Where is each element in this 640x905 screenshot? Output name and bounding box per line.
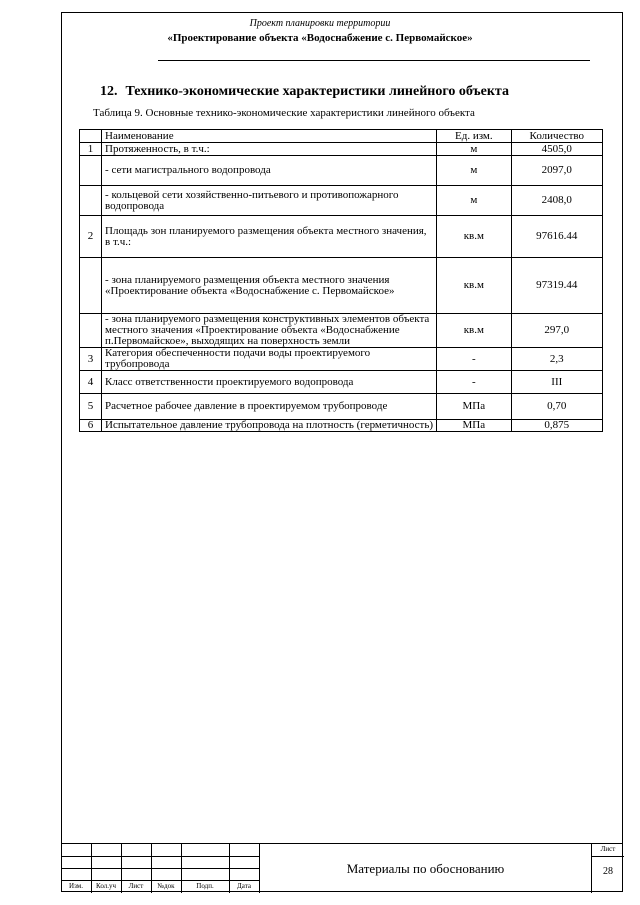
row-number: 4: [80, 371, 102, 394]
label-list: Лист: [128, 882, 144, 890]
table-row: [80, 371, 603, 394]
header-cell-quantity: Количество: [511, 130, 602, 143]
row-name: Расчетное рабочее давление в проектируемом трубопроводе: [102, 394, 437, 420]
table-row: [80, 186, 603, 216]
row-unit: кв.м: [437, 314, 512, 348]
sheet-box: [591, 844, 624, 893]
table-row: [80, 394, 603, 420]
row-unit: м: [437, 156, 512, 186]
row-unit: м: [437, 143, 512, 156]
row-number: 5: [80, 394, 102, 420]
header-cell-number: [80, 130, 102, 143]
row-number: 2: [80, 216, 102, 258]
sheet-number: 28: [603, 866, 613, 877]
header-project-name: «Проектирование объекта «Водоснабжение с. Первомайское»: [167, 32, 473, 44]
row-quantity: 97616.44: [511, 216, 602, 258]
row-number: 3: [80, 348, 102, 371]
sheet-divider: [592, 856, 624, 857]
row-quantity: 2,3: [511, 348, 602, 371]
row-number: [80, 314, 102, 348]
row-unit: м: [437, 186, 512, 216]
row-name: - зона планируемого размещения конструктивных элементов объекта местного значения «Проектирование объекта «Водоснабжение п.Первомайское», выходящих на поверхность земли: [102, 314, 437, 348]
row-unit: -: [437, 371, 512, 394]
doc-title: Материалы по обоснованию: [346, 860, 505, 876]
row-quantity: III: [511, 371, 602, 394]
row-quantity: 2097,0: [511, 156, 602, 186]
label-data: Дата: [237, 882, 251, 890]
row-unit: кв.м: [437, 258, 512, 314]
table-row: [80, 258, 603, 314]
header-project-type: Проект планировки территории: [249, 18, 391, 29]
header-rule: [158, 60, 590, 61]
table-caption: Таблица 9. Основные технико-экономические характеристики линейного объекта: [93, 107, 475, 119]
table-row: [80, 143, 603, 156]
row-unit: -: [437, 348, 512, 371]
spec-table: [79, 129, 603, 432]
row-name: - сети магистрального водопровода: [102, 156, 437, 186]
table-row: [80, 156, 603, 186]
section-heading: [100, 84, 509, 100]
row-name: - кольцевой сети хозяйственно-питьевого и противопожарного водопровода: [102, 186, 437, 216]
row-number: 6: [80, 420, 102, 432]
row-unit: МПа: [437, 420, 512, 432]
row-number: [80, 258, 102, 314]
row-name: Испытательное давление трубопровода на плотность (герметичность): [102, 420, 437, 432]
row-name: Площадь зон планируемого размещения объекта местного значения, в т.ч.:: [102, 216, 437, 258]
section-number: 12.: [100, 84, 118, 99]
table-header-row: [80, 130, 603, 143]
label-podp: Подп.: [196, 882, 214, 890]
table-row: [80, 420, 603, 432]
label-izm: Изм.: [69, 882, 83, 890]
row-quantity: 0,70: [511, 394, 602, 420]
section-title: Технико-экономические характеристики линейного объекта: [125, 84, 509, 99]
table-row: [80, 348, 603, 371]
row-unit: кв.м: [437, 216, 512, 258]
row-quantity: 97319.44: [511, 258, 602, 314]
row-name: Категория обеспеченности подачи воды проектируемого трубопровода: [102, 348, 437, 371]
title-block-grid: [61, 844, 259, 893]
row-unit: МПа: [437, 394, 512, 420]
header-cell-name: Наименование: [102, 130, 437, 143]
row-quantity: 0,875: [511, 420, 602, 432]
row-quantity: 2408,0: [511, 186, 602, 216]
row-number: 1: [80, 143, 102, 156]
row-name: Класс ответственности проектируемого водопровода: [102, 371, 437, 394]
table-row: [80, 216, 603, 258]
sheet-label: Лист: [600, 845, 616, 853]
header-cell-unit: Ед. изм.: [437, 130, 512, 143]
row-number: [80, 156, 102, 186]
row-name: - зона планируемого размещения объекта местного значения «Проектирование объекта «Водоснабжение с. Первомайское»: [102, 258, 437, 314]
table-row: [80, 314, 603, 348]
label-kol-uch: Кол.уч: [96, 882, 116, 890]
row-number: [80, 186, 102, 216]
row-quantity: 297,0: [511, 314, 602, 348]
row-name: Протяженность, в т.ч.:: [102, 143, 437, 156]
label-ndok: №док: [157, 882, 175, 890]
row-quantity: 4505,0: [511, 143, 602, 156]
title-block: [61, 843, 623, 893]
